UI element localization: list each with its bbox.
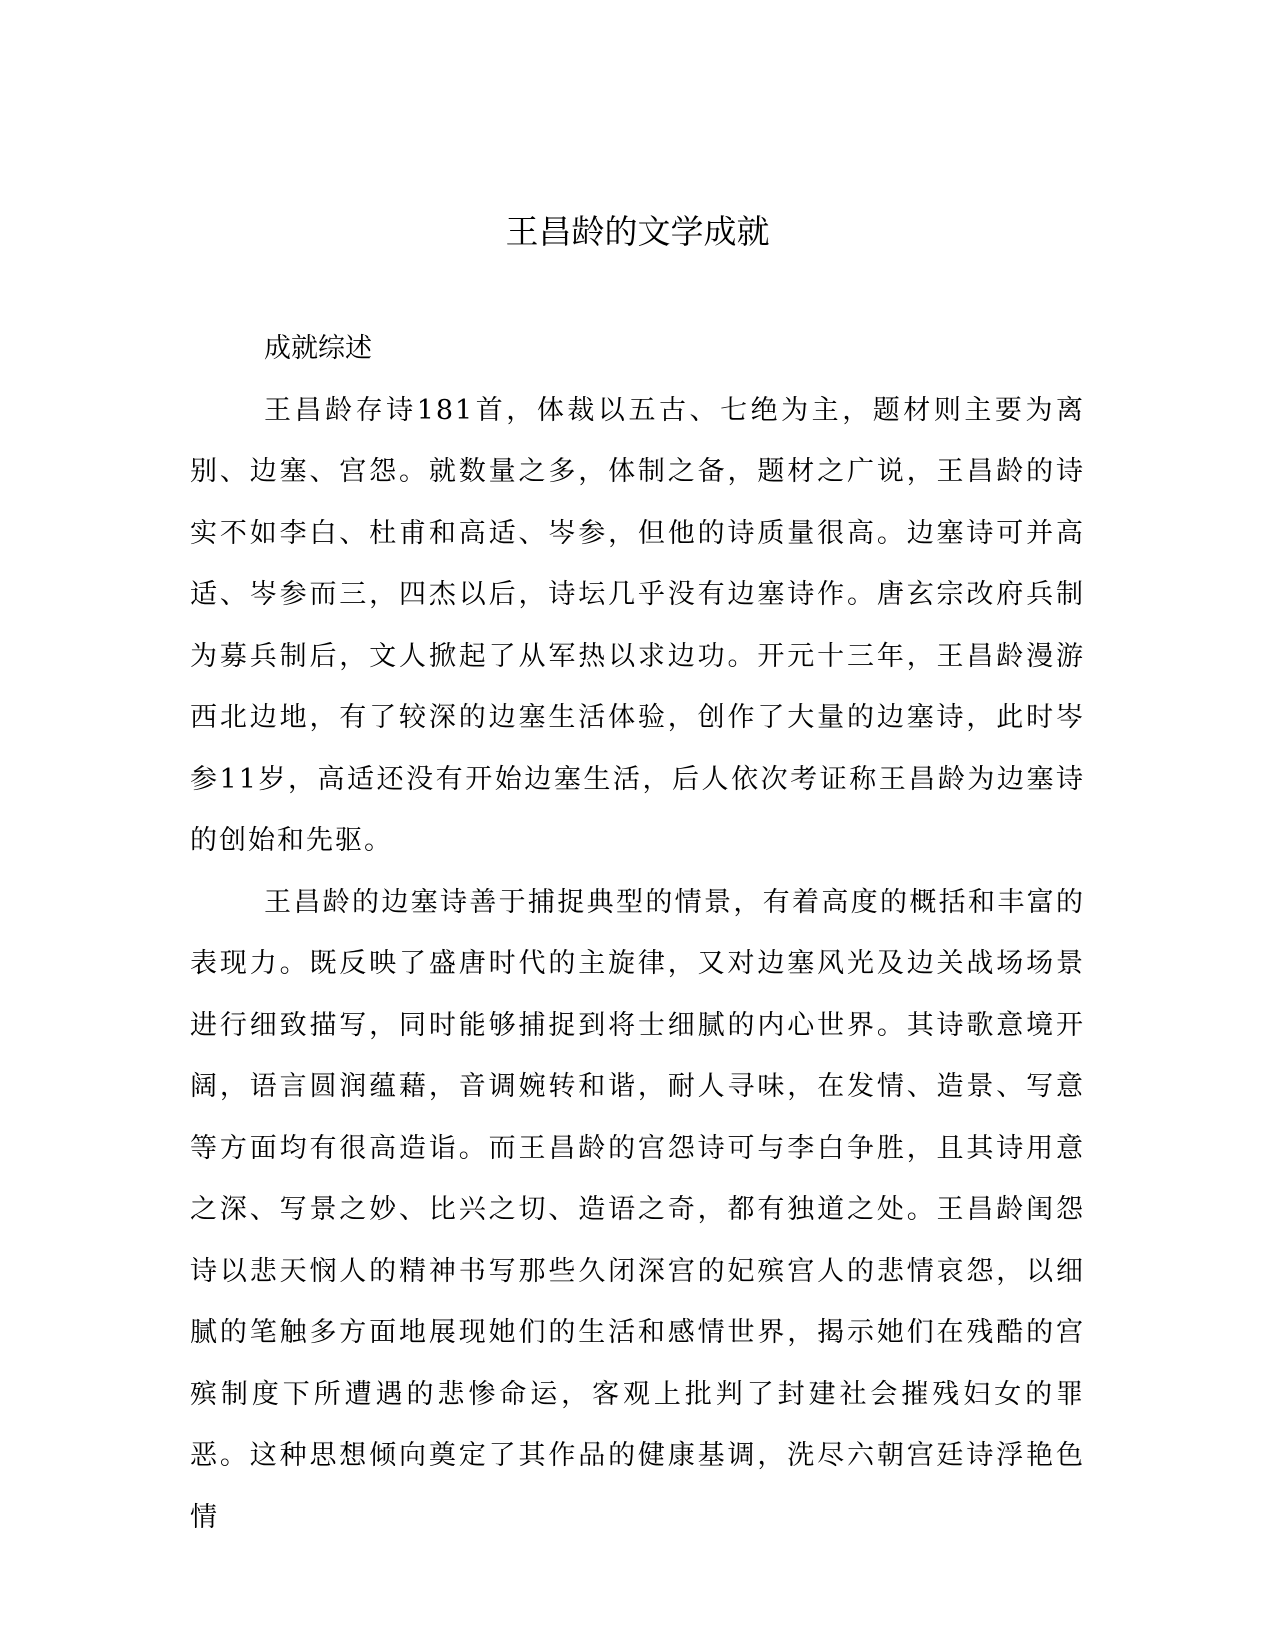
- paragraph-frontier-poetry: 王昌龄的边塞诗善于捕捉典型的情景，有着高度的概括和丰富的表现力。既反映了盛唐时代的主旋律，又对边塞风光及边关战场场景进行细致描写，同时能够捕捉到将士细腻的内心世界。其诗歌意境开阔，语言圆润蕴藉，音调婉转和谐，耐人寻味，在发情、造景、写意等方面均有很高造诣。而王昌龄的宫怨诗可与李白争胜，且其诗用意之深、写景之妙、比兴之切、造语之奇，都有独道之处。王昌龄闺怨诗以悲天悯人的精神书写那些久闭深宫的妃殡宫人的悲情哀怨，以细腻的笔触多方面地展现她们的生活和感情世界，揭示她们在残酷的宫殡制度下所遭遇的悲惨命运，客观上批判了封建社会摧残妇女的罪恶。这种思想倾向奠定了其作品的健康基调，洗尽六朝宫廷诗浮艳色情: [190, 886, 1085, 1533]
- section-heading: 成就综述: [264, 333, 372, 364]
- document-body: [190, 318, 1085, 1548]
- document-title: 王昌龄的文学成就: [505, 212, 770, 251]
- paragraph-overview: 王昌龄存诗181首，体裁以五古、七绝为主，题材则主要为离别、边塞、宫怨。就数量之多，体制之备，题材之广说，王昌龄的诗实不如李白、杜甫和高适、岑参，但他的诗质量很高。边塞诗可并高适、岑参而三，四杰以后，诗坛几乎没有边塞诗作。唐玄宗改府兵制为募兵制后，文人掀起了从军热以求边功。开元十三年，王昌龄漫游西北边地，有了较深的边塞生活体验，创作了大量的边塞诗，此时岑参11岁，高适还没有开始边塞生活，后人依次考证称王昌龄为边塞诗的创始和先驱。: [190, 394, 1085, 856]
